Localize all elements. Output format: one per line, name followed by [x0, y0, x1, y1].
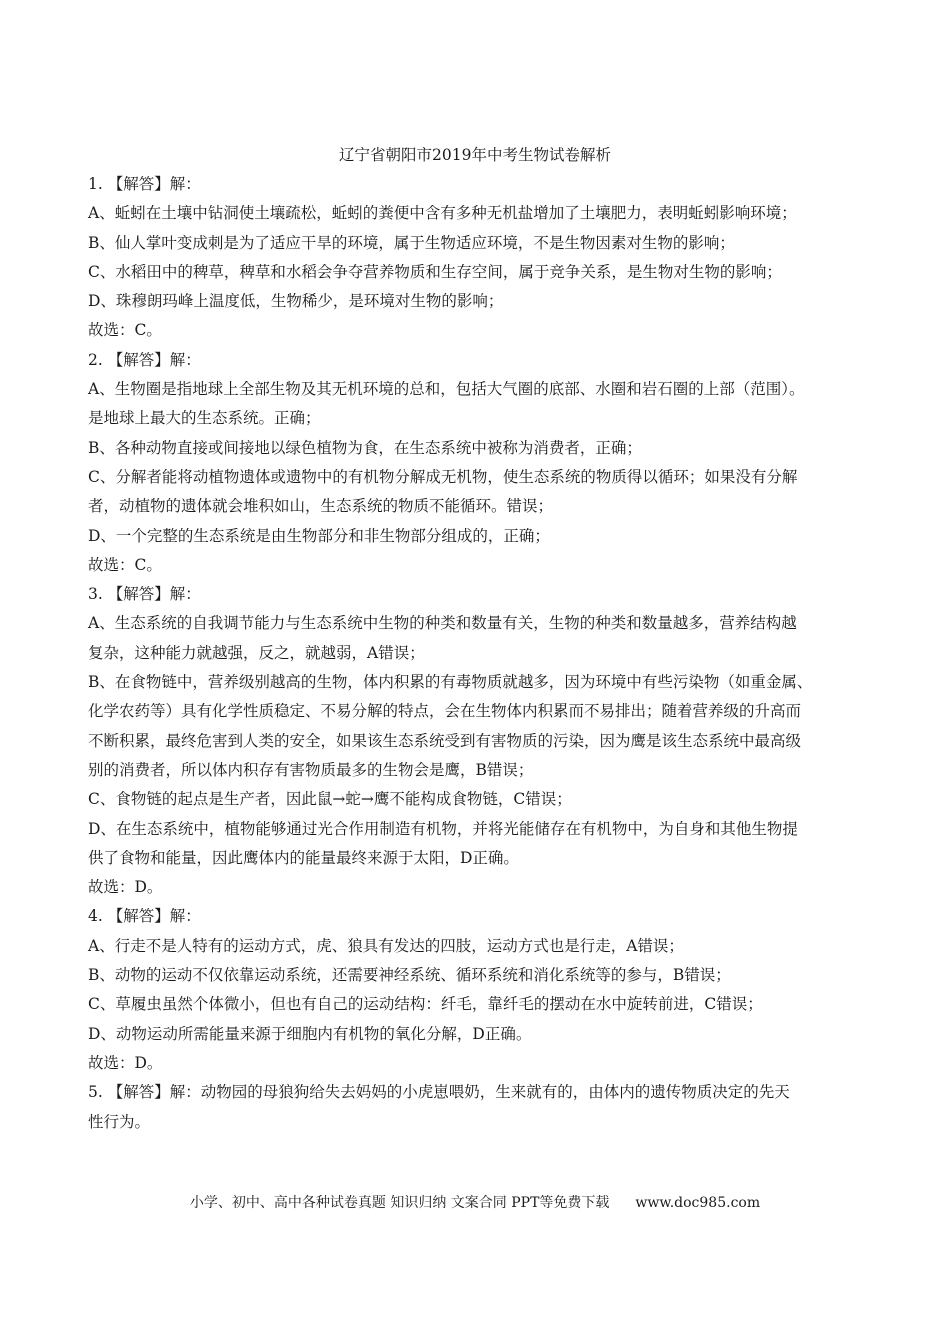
text-line: 3. 【解答】解：	[88, 585, 201, 604]
text-line: C、草履虫虽然个体微小，但也有自己的运动结构：纤毛，靠纤毛的摆动在水中旋转前进，C错误；	[88, 995, 763, 1014]
footer-url: www.doc985.com	[635, 1195, 761, 1211]
text-line: A、生物圈是指地球上全部生物及其无机环境的总和，包括大气圈的底部、水圈和岩石圈的上部（范围）。	[88, 380, 805, 399]
footer-text: 小学、初中、高中各种试卷真题 知识归纳 文案合同 PPT等免费下载	[189, 1195, 610, 1211]
text-line: 是地球上最大的生态系统。正确；	[88, 409, 321, 428]
text-line: 复杂，这种能力就越强，反之，就越弱，A错误；	[88, 643, 425, 662]
text-line: C、分解者能将动植物遗体或遗物中的有机物分解成无机物，使生态系统的物质得以循环；如果没有分解	[88, 467, 798, 486]
text-line: A、行走不是人特有的运动方式，虎、狼具有发达的四肢，运动方式也是行走，A错误；	[88, 936, 684, 955]
text-line: B、动物的运动不仅依靠运动系统，还需要神经系统、循环系统和消化系统等的参与，B错误；	[88, 966, 731, 985]
text-line: D、一个完整的生态系统是由生物部分和非生物部分组成的，正确；	[88, 526, 550, 545]
text-line: C、水稻田中的稗草，稗草和水稻会争夺营养物质和生存空间，属于竞争关系，是生物对生物的影响；	[88, 262, 782, 281]
text-line: D、珠穆朗玛峰上温度低，生物稀少，是环境对生物的影响；	[88, 292, 504, 311]
text-line: 故选：C。	[88, 555, 162, 574]
text-line: 化学农药等）具有化学性质稳定、不易分解的特点，会在生物体内积累而不易排出；随着营养级的升高而	[88, 702, 802, 721]
text-line: 供了食物和能量，因此鹰体内的能量最终来源于太阳，D正确。	[88, 848, 519, 867]
text-line: C、食物链的起点是生产者，因此鼠→蛇→鹰不能构成食物链，C错误；	[88, 790, 572, 809]
text-line: 1. 【解答】解：	[88, 175, 201, 193]
text-line: 故选：D。	[88, 1053, 163, 1072]
text-line: 不断积累，最终危害到人类的安全，如果该生态系统受到有害物质的污染，因为鹰是该生态系统中最高级	[88, 731, 802, 750]
text-line: 4. 【解答】解：	[88, 907, 201, 926]
text-line: 故选：C。	[88, 321, 162, 340]
text-line: D、在生态系统中，植物能够通过光合作用制造有机物，并将光能储存在有机物中，为自身和其他生物提	[88, 819, 798, 838]
text-line: D、动物运动所需能量来源于细胞内有机物的氧化分解，D正确。	[88, 1024, 532, 1043]
text-line: 故选：D。	[88, 878, 163, 897]
text-line: B、仙人掌叶变成刺是为了适应干旱的环境，属于生物适应环境，不是生物因素对生物的影响；	[88, 233, 735, 252]
text-line: A、蚯蚓在土壤中钻洞使土壤疏松，蚯蚓的粪便中含有多种无机盐增加了土壤肥力，表明蚯蚓影响环境；	[88, 204, 797, 223]
text-line: 2. 【解答】解：	[88, 350, 201, 369]
text-line: A、生态系统的自我调节能力与生态系统中生物的种类和数量有关，生物的种类和数量越多，营养结构越	[88, 614, 797, 633]
document-body	[88, 170, 868, 1137]
text-line: 者，动植物的遗体就会堆积如山，生态系统的物质不能循环。错误；	[88, 497, 554, 516]
text-line: B、各种动物直接或间接地以绿色植物为食，在生态系统中被称为消费者，正确；	[88, 438, 642, 457]
text-line: 别的消费者，所以体内积存有害物质最多的生物会是鹰，B错误；	[88, 760, 534, 779]
text-line: 5. 【解答】解：动物园的母狼狗给失去妈妈的小虎崽喂奶，生来就有的，由体内的遗传物质决定的先天	[88, 1083, 790, 1102]
text-line: 性行为。	[88, 1112, 151, 1131]
page-footer	[0, 1192, 950, 1214]
page-title: 辽宁省朝阳市2019年中考生物试卷解析	[339, 146, 611, 164]
text-line: B、在食物链中，营养级别越高的生物，体内积累的有毒物质就越多，因为环境中有些污染物（如重金属、	[88, 673, 813, 692]
